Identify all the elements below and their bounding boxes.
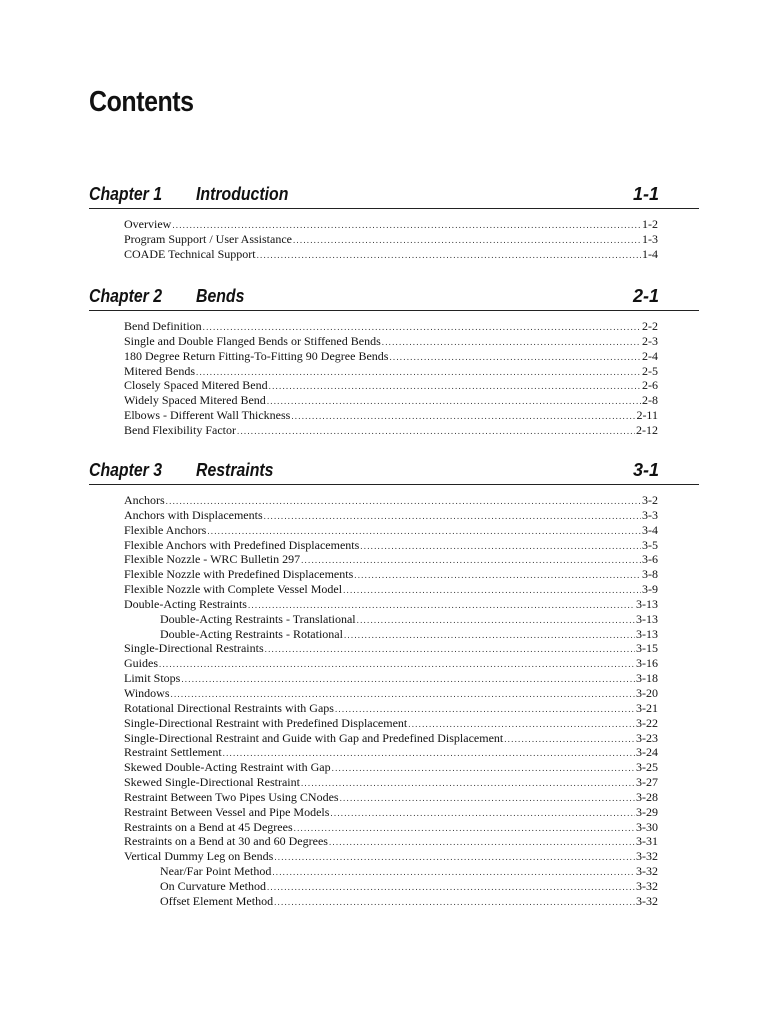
entry-page: 3-13 <box>636 596 658 611</box>
entry-page: 3-32 <box>636 864 658 879</box>
toc-entry[interactable] <box>124 834 658 849</box>
dot-leader <box>329 835 635 850</box>
toc-entry[interactable] <box>124 393 658 408</box>
entry-page: 3-8 <box>642 567 658 582</box>
entry-page: 3-31 <box>636 834 658 849</box>
toc-entry[interactable] <box>124 349 658 364</box>
dot-leader <box>203 320 641 335</box>
entry-page: 3-2 <box>642 493 658 507</box>
toc-entry[interactable] <box>124 790 658 805</box>
dot-leader <box>269 379 641 394</box>
entry-page: 3-32 <box>636 849 658 864</box>
dot-leader <box>382 335 641 350</box>
entry-page: 2-6 <box>642 378 658 393</box>
toc-entry[interactable] <box>124 641 658 656</box>
toc-entry[interactable] <box>124 820 658 835</box>
dot-leader <box>265 642 635 657</box>
entry-page: 2-12 <box>636 422 658 437</box>
toc-entry[interactable] <box>124 582 658 597</box>
dot-leader <box>267 880 635 895</box>
toc-entry[interactable] <box>124 378 658 393</box>
entry-page: 3-13 <box>636 626 658 641</box>
entry-page: 3-29 <box>636 804 658 819</box>
entry-page: 3-32 <box>636 893 658 908</box>
toc-entry[interactable] <box>124 805 658 820</box>
toc-entry[interactable] <box>124 423 658 438</box>
entry-label: Widely Spaced Mitered Bend <box>124 393 266 408</box>
entry-label: Skewed Single-Directional Restraint <box>124 775 300 790</box>
dot-leader <box>223 746 635 761</box>
toc-entry[interactable] <box>124 493 658 508</box>
entry-page: 3-18 <box>636 671 658 686</box>
entry-page: 2-5 <box>642 363 658 378</box>
entry-page: 2-11 <box>636 408 658 423</box>
entry-page: 3-24 <box>636 745 658 760</box>
entry-label: COADE Technical Support <box>124 246 256 261</box>
toc-entry[interactable] <box>124 232 658 247</box>
entry-label: Bend Flexibility Factor <box>124 422 236 437</box>
entry-label: Double-Acting Restraints - Rotational <box>160 626 343 641</box>
toc-entry[interactable] <box>124 334 658 349</box>
toc-entry[interactable] <box>124 745 658 760</box>
dot-leader <box>335 702 635 717</box>
dot-leader <box>357 613 635 628</box>
dot-leader <box>171 687 635 702</box>
entry-page: 1-2 <box>642 217 658 231</box>
toc-entry[interactable] <box>124 656 658 671</box>
toc-entry[interactable] <box>124 686 658 701</box>
dot-leader <box>291 409 635 424</box>
dot-leader <box>293 233 641 248</box>
chapter-label: Chapter 2 <box>89 286 163 306</box>
dot-leader <box>196 365 641 380</box>
chapter-entries <box>89 493 699 909</box>
dot-leader <box>389 350 641 365</box>
chapter-label: Chapter 1 <box>89 184 163 204</box>
entry-label: Program Support / User Assistance <box>124 231 292 246</box>
dot-leader <box>207 524 641 539</box>
entry-page: 1-4 <box>642 246 658 261</box>
toc-subentry[interactable] <box>160 879 658 894</box>
dot-leader <box>504 732 635 747</box>
dot-leader <box>272 865 635 880</box>
chapter-section <box>89 456 699 909</box>
entry-label: Windows <box>124 685 170 700</box>
chapter-header[interactable] <box>89 282 699 311</box>
entry-label: Single-Directional Restraint and Guide with Gap and Predefined Displacement <box>124 730 504 745</box>
dot-leader <box>301 553 641 568</box>
entry-label: Skewed Double-Acting Restraint with Gap <box>124 760 331 775</box>
entry-label: Flexible Anchors with Predefined Displacements <box>124 537 360 552</box>
entry-label: Single-Directional Restraint with Predefined Displacement <box>124 715 408 730</box>
toc-entry[interactable] <box>124 701 658 716</box>
entry-label: Near/Far Point Method <box>160 864 272 879</box>
dot-leader <box>340 791 635 806</box>
entry-page: 3-5 <box>642 537 658 552</box>
entry-page: 3-16 <box>636 656 658 671</box>
entry-label: Restraint Settlement <box>124 745 222 760</box>
dot-leader <box>360 539 641 554</box>
page-title: Contents <box>89 86 194 118</box>
toc-entry[interactable] <box>124 775 658 790</box>
entry-label: Elbows - Different Wall Thickness <box>124 408 291 423</box>
toc-entry[interactable] <box>124 731 658 746</box>
dot-leader <box>237 424 635 439</box>
toc-entry[interactable] <box>124 671 658 686</box>
entry-label: Single and Double Flanged Bends or Stiffened Bends <box>124 333 381 348</box>
entry-page: 3-30 <box>636 819 658 834</box>
entry-label: Flexible Anchors <box>124 522 207 537</box>
dot-leader <box>257 248 641 263</box>
entry-label: Anchors with Displacements <box>124 507 263 522</box>
dot-leader <box>248 598 635 613</box>
entry-label: Flexible Nozzle - WRC Bulletin 297 <box>124 552 301 567</box>
chapter-entries <box>89 217 699 262</box>
toc-entry[interactable] <box>124 716 658 731</box>
chapter-label: Chapter 3 <box>89 460 163 480</box>
entry-page: 2-4 <box>642 348 658 363</box>
toc-entry[interactable] <box>124 508 658 523</box>
chapter-section <box>89 282 699 438</box>
toc-entry[interactable] <box>124 538 658 553</box>
toc-entry[interactable] <box>124 364 658 379</box>
entry-label: Restraint Between Vessel and Pipe Models <box>124 804 330 819</box>
entry-page: 3-3 <box>642 507 658 522</box>
entry-page: 3-6 <box>642 552 658 567</box>
chapter-page: 3-1 <box>632 460 659 480</box>
toc-entry[interactable] <box>124 567 658 582</box>
entry-page: 3-15 <box>636 641 658 656</box>
dot-leader <box>354 568 641 583</box>
chapter-header[interactable] <box>89 456 699 485</box>
entry-label: Double-Acting Restraints <box>124 596 247 611</box>
entry-label: Anchors <box>124 493 165 507</box>
entry-page: 3-28 <box>636 789 658 804</box>
entry-page: 3-4 <box>642 522 658 537</box>
entry-page: 2-8 <box>642 393 658 408</box>
chapter-page: 1-1 <box>632 184 659 204</box>
entry-label: Rotational Directional Restraints with Gaps <box>124 700 334 715</box>
entry-page: 3-27 <box>636 775 658 790</box>
entry-label: Double-Acting Restraints - Translational <box>160 611 356 626</box>
chapter-section <box>89 180 699 262</box>
toc-subentry[interactable] <box>160 894 658 909</box>
entry-label: Closely Spaced Mitered Bend <box>124 378 268 393</box>
entry-label: Vertical Dummy Leg on Bends <box>124 849 274 864</box>
entry-page: 3-22 <box>636 715 658 730</box>
entry-label: On Curvature Method <box>160 878 266 893</box>
toc-entry[interactable] <box>124 849 658 864</box>
entry-label: Offset Element Method <box>160 893 274 908</box>
toc-entry[interactable] <box>124 408 658 423</box>
toc-entry[interactable] <box>124 760 658 775</box>
dot-leader <box>344 628 635 643</box>
dot-leader <box>159 657 635 672</box>
chapter-page: 2-1 <box>632 286 659 306</box>
toc-entry[interactable] <box>124 523 658 538</box>
entry-label: Restraints on a Bend at 45 Degrees <box>124 819 293 834</box>
dot-leader <box>408 717 635 732</box>
entry-label: Mitered Bends <box>124 363 195 378</box>
entry-label: Flexible Nozzle with Predefined Displacements <box>124 567 354 582</box>
toc-entry[interactable] <box>124 552 658 567</box>
dot-leader <box>264 509 641 524</box>
dot-leader <box>274 895 635 910</box>
toc-subentry[interactable] <box>160 612 658 627</box>
entry-page: 3-9 <box>642 582 658 597</box>
dot-leader <box>172 218 641 233</box>
dot-leader <box>181 672 635 687</box>
entry-label: Flexible Nozzle with Complete Vessel Model <box>124 582 343 597</box>
entry-label: Single-Directional Restraints <box>124 641 264 656</box>
toc-subentry[interactable] <box>160 864 658 879</box>
toc-entry[interactable] <box>124 597 658 612</box>
entry-label: Guides <box>124 656 158 671</box>
entry-page: 3-13 <box>636 611 658 626</box>
entry-label: Overview <box>124 217 172 231</box>
entry-label: Restraints on a Bend at 30 and 60 Degrees <box>124 834 328 849</box>
dot-leader <box>332 761 635 776</box>
toc-entry[interactable] <box>124 217 658 232</box>
entry-label: Bend Definition <box>124 319 202 333</box>
chapter-title: Restraints <box>196 460 274 480</box>
entry-page: 3-23 <box>636 730 658 745</box>
chapter-entries <box>89 319 699 438</box>
chapter-title: Bends <box>196 286 245 306</box>
entry-label: Limit Stops <box>124 671 181 686</box>
dot-leader <box>166 494 641 509</box>
entry-page: 3-21 <box>636 700 658 715</box>
entry-page: 3-20 <box>636 685 658 700</box>
entry-page: 2-2 <box>642 319 658 333</box>
entry-page: 1-3 <box>642 231 658 246</box>
entry-label: 180 Degree Return Fitting-To-Fitting 90 Degree Bends <box>124 348 389 363</box>
dot-leader <box>343 583 641 598</box>
chapter-title: Introduction <box>196 184 289 204</box>
entry-label: Restraint Between Two Pipes Using CNodes <box>124 789 339 804</box>
entry-page: 3-32 <box>636 878 658 893</box>
dot-leader <box>267 394 641 409</box>
dot-leader <box>294 821 635 836</box>
toc-entry[interactable] <box>124 247 658 262</box>
dot-leader <box>301 776 635 791</box>
dot-leader <box>330 806 635 821</box>
entry-page: 3-25 <box>636 760 658 775</box>
entry-page: 2-3 <box>642 333 658 348</box>
dot-leader <box>274 850 635 865</box>
chapter-header[interactable] <box>89 180 699 209</box>
toc-entry[interactable] <box>124 319 658 334</box>
toc-subentry[interactable] <box>160 627 658 642</box>
